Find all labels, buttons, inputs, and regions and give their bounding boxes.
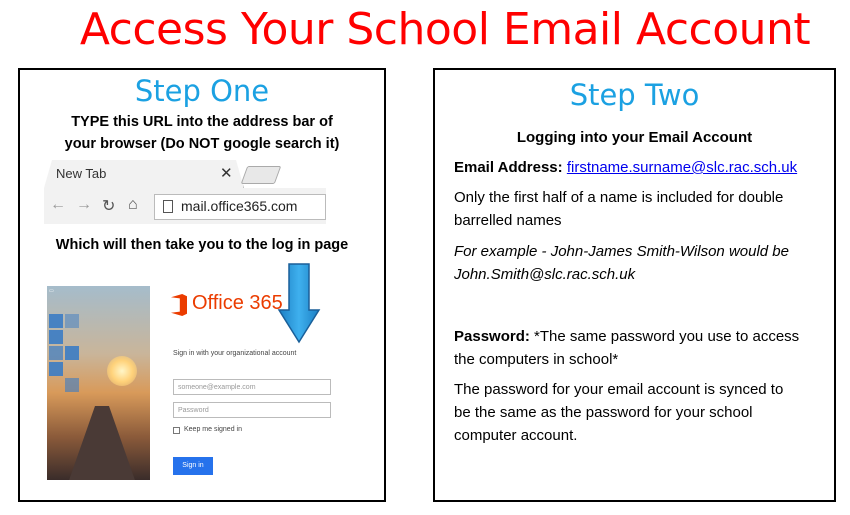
sync-line2: be the same as the password for your school: [454, 404, 753, 421]
step-two-heading: Step Two: [569, 78, 700, 112]
office-brand-text: Office 365: [192, 292, 283, 314]
address-bar[interactable]: [154, 194, 326, 220]
reload-icon[interactable]: ↻: [102, 198, 116, 215]
photo-tile: [65, 378, 79, 392]
step-one-panel: [18, 68, 386, 502]
back-arrow-icon[interactable]: ←: [50, 196, 66, 213]
half-name-line1: Only the first half of a name is included for double: [454, 189, 784, 206]
sun-glow: [107, 356, 137, 386]
login-background-photo: [47, 286, 150, 480]
step-one-heading: Step One: [134, 74, 270, 108]
photo-tiny-label: ▭: [49, 288, 54, 294]
sync-line3: computer account.: [454, 427, 578, 444]
office-logo-icon: [171, 294, 187, 316]
step-two-panel: [433, 68, 836, 502]
keep-signed-in-checkbox[interactable]: [173, 427, 180, 434]
page-icon: [163, 200, 173, 213]
half-name-line2: barrelled names: [454, 212, 562, 229]
photo-tile: [65, 346, 79, 360]
photo-tile: [49, 330, 63, 344]
email-address-label: Email Address:: [454, 159, 563, 176]
email-address-row: [454, 156, 826, 179]
sync-line1: The password for your email account is synced to: [454, 381, 784, 398]
sign-in-caption: Sign in with your organizational account: [173, 350, 297, 357]
step-one-instruction-line1: TYPE this URL into the address bar of: [71, 114, 333, 130]
new-tab-button[interactable]: [241, 166, 282, 184]
road: [67, 406, 137, 480]
step-two-subheading: Logging into your Email Account: [516, 129, 753, 146]
keep-signed-in-label: Keep me signed in: [184, 426, 242, 433]
photo-tile: [49, 346, 63, 360]
password-line2: the computers in school*: [454, 351, 619, 368]
sign-in-button[interactable]: Sign in: [173, 457, 213, 475]
password-label: Password:: [454, 328, 530, 345]
step-one-instruction-line2: your browser (Do NOT google search it): [64, 136, 340, 152]
home-icon[interactable]: ⌂: [128, 196, 138, 213]
password-row: [454, 325, 826, 348]
page-title: Access Your School Email Account: [79, 4, 811, 55]
browser-screenshot: [44, 160, 326, 224]
photo-tile: [49, 362, 63, 376]
browser-tab-label: New Tab: [56, 166, 107, 181]
photo-tile: [49, 314, 63, 328]
photo-tile: [65, 314, 79, 328]
browser-tab-strip: [44, 160, 326, 188]
password-line1: *The same password you use to access: [534, 328, 800, 345]
down-arrow-icon: [277, 262, 321, 344]
close-icon[interactable]: ✕: [220, 165, 233, 182]
forward-arrow-icon[interactable]: →: [76, 196, 92, 213]
example-line1: For example - John-James Smith-Wilson would be: [454, 243, 789, 260]
password-field[interactable]: Password: [173, 402, 331, 418]
email-address-link[interactable]: firstname.surname@slc.rac.sch.uk: [566, 159, 798, 176]
then-text: Which will then take you to the log in page: [55, 237, 349, 253]
example-line2: John.Smith@slc.rac.sch.uk: [454, 266, 636, 283]
email-field[interactable]: someone@example.com: [173, 379, 331, 395]
address-bar-url: mail.office365.com: [181, 198, 298, 214]
